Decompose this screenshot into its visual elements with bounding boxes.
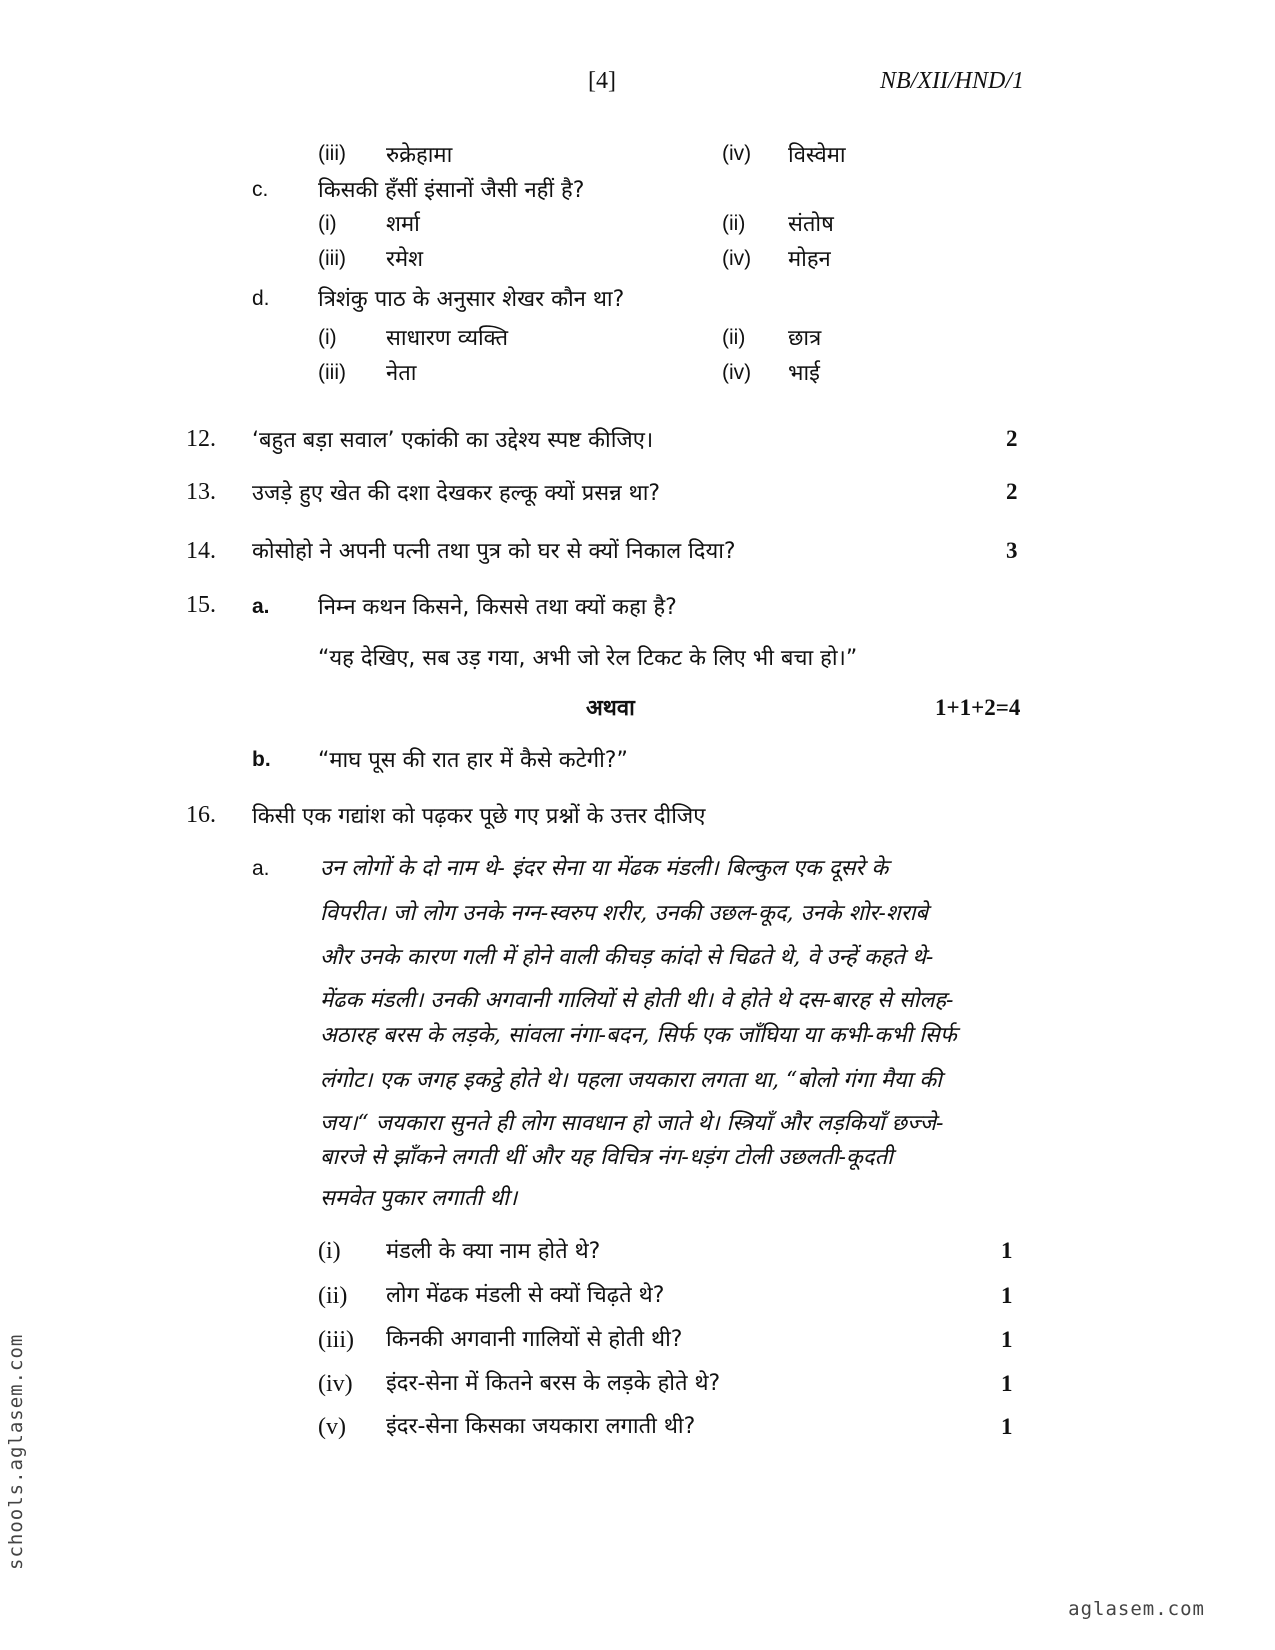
marks: 1+1+2=4: [935, 695, 1021, 720]
marks: 1: [1001, 1327, 1013, 1352]
side-watermark: schools.aglasem.com: [5, 1333, 27, 1570]
question-number: 16.: [186, 802, 216, 828]
subquestion-text: “माघ पूस की रात हार में कैसे कटेगी?”: [318, 748, 628, 773]
subquestion-text: इंदर-सेना किसका जयकारा लगाती थी?: [386, 1414, 696, 1439]
subquestion-text: किसकी हँसीं इंसानों जैसी नहीं है?: [318, 178, 585, 203]
option-label: (iv): [722, 361, 752, 384]
paper-code: NB/XII/HND/1: [880, 68, 1024, 94]
option-text: रमेश: [386, 247, 424, 272]
option-label: (iii): [318, 142, 346, 165]
subquestion-text: किनकी अगवानी गालियों से होती थी?: [386, 1327, 683, 1352]
question-number: 13.: [186, 479, 216, 505]
question-text: किसी एक गद्यांश को पढ़कर पूछे गए प्रश्नों के उत्तर दीजिए: [252, 804, 706, 829]
option-label: (iv): [722, 142, 752, 165]
passage-line: अठारह बरस के लड़के, सांवला नंगा-बदन, सिर्फ एक जाँघिया या कभी-कभी सिर्फ: [320, 1023, 957, 1048]
bottom-watermark: aglasem.com: [1068, 1598, 1205, 1620]
option-text: नेता: [386, 361, 417, 386]
option-text: रुक्रेहामा: [386, 143, 453, 168]
subquestion-text: इंदर-सेना में कितने बरस के लड़के होते थे?: [386, 1371, 721, 1396]
quote-text: “यह देखिए, सब उड़ गया, अभी जो रेल टिकट के लिए भी बचा हो।”: [318, 646, 858, 671]
option-text: विस्वेमा: [788, 143, 846, 168]
passage-line: उन लोगों के दो नाम थे- इंदर सेना या मेंढक मंडली। बिल्कुल एक दूसरे के: [320, 856, 889, 881]
subquestion-label: a.: [252, 857, 270, 880]
marks: 3: [1006, 538, 1018, 563]
marks: 1: [1001, 1414, 1013, 1439]
subquestion-label: c.: [252, 178, 269, 201]
subquestion-label: (iv): [318, 1371, 353, 1397]
option-label: (ii): [722, 326, 746, 349]
subquestion-text: निम्न कथन किसने, किससे तथा क्यों कहा है?: [318, 595, 677, 620]
option-text: छात्र: [788, 326, 822, 351]
or-heading: अथवा: [586, 696, 635, 721]
option-text: संतोष: [788, 212, 834, 237]
subquestion-label: a.: [252, 595, 270, 618]
option-label: (i): [318, 212, 337, 235]
option-label: (ii): [722, 212, 746, 235]
subquestion-text: त्रिशंकु पाठ के अनुसार शेखर कौन था?: [318, 287, 625, 312]
option-label: (iv): [722, 247, 752, 270]
question-text: उजड़े हुए खेत की दशा देखकर हल्कू क्यों प्रसन्न था?: [252, 481, 661, 506]
option-label: (iii): [318, 361, 346, 384]
question-text: कोसोहो ने अपनी पत्नी तथा पुत्र को घर से क्यों निकाल दिया?: [252, 539, 736, 564]
subquestion-text: मंडली के क्या नाम होते थे?: [386, 1239, 601, 1264]
marks: 1: [1001, 1238, 1013, 1263]
passage-line: और उनके कारण गली में होने वाली कीचड़ कांदो से चिढते थे, वे उन्हें कहते थे-: [320, 945, 934, 970]
subquestion-label: d.: [252, 287, 270, 310]
option-text: भाई: [788, 361, 820, 386]
marks: 1: [1001, 1371, 1013, 1396]
subquestion-label: (i): [318, 1238, 341, 1264]
option-label: (iii): [318, 247, 346, 270]
option-label: (i): [318, 326, 337, 349]
subquestion-label: b.: [252, 748, 271, 771]
marks: 1: [1001, 1283, 1013, 1308]
question-text: ‘बहुत बड़ा सवाल’ एकांकी का उद्देश्य स्पष्ट कीजिए।: [252, 428, 654, 453]
question-number: 12.: [186, 426, 216, 452]
subquestion-label: (ii): [318, 1283, 348, 1309]
passage-line: मेंढक मंडली। उनकी अगवानी गालियों से होती थी। वे होते थे दस-बारह से सोलह-: [320, 988, 954, 1013]
page-number: [4]: [588, 68, 616, 94]
marks: 2: [1006, 426, 1018, 451]
marks: 2: [1006, 479, 1018, 504]
passage-line: विपरीत। जो लोग उनके नग्न-स्वरुप शरीर, उनकी उछल-कूद, उनके शोर-शराबे: [320, 901, 928, 926]
option-text: मोहन: [788, 247, 831, 272]
question-number: 15.: [186, 592, 216, 618]
passage-line: बारजे से झाँकने लगती थीं और यह विचित्र नंग-धड़ंग टोली उछलती-कूदती: [320, 1145, 893, 1170]
option-text: शर्मा: [386, 212, 420, 237]
passage-line: समवेत पुकार लगाती थी।: [320, 1186, 518, 1211]
subquestion-text: लोग मेंढक मंडली से क्यों चिढ़ते थे?: [386, 1283, 665, 1308]
passage-line: लंगोट। एक जगह इकट्ठे होते थे। पहला जयकारा लगता था, “बोलो गंगा मैया की: [320, 1068, 942, 1093]
question-number: 14.: [186, 538, 216, 564]
subquestion-label: (v): [318, 1414, 346, 1440]
option-text: साधारण व्यक्ति: [386, 326, 509, 351]
passage-line: जय।“ जयकारा सुनते ही लोग सावधान हो जाते थे। स्त्रियाँ और लड़कियाँ छज्जे-: [320, 1111, 944, 1136]
subquestion-label: (iii): [318, 1327, 354, 1353]
